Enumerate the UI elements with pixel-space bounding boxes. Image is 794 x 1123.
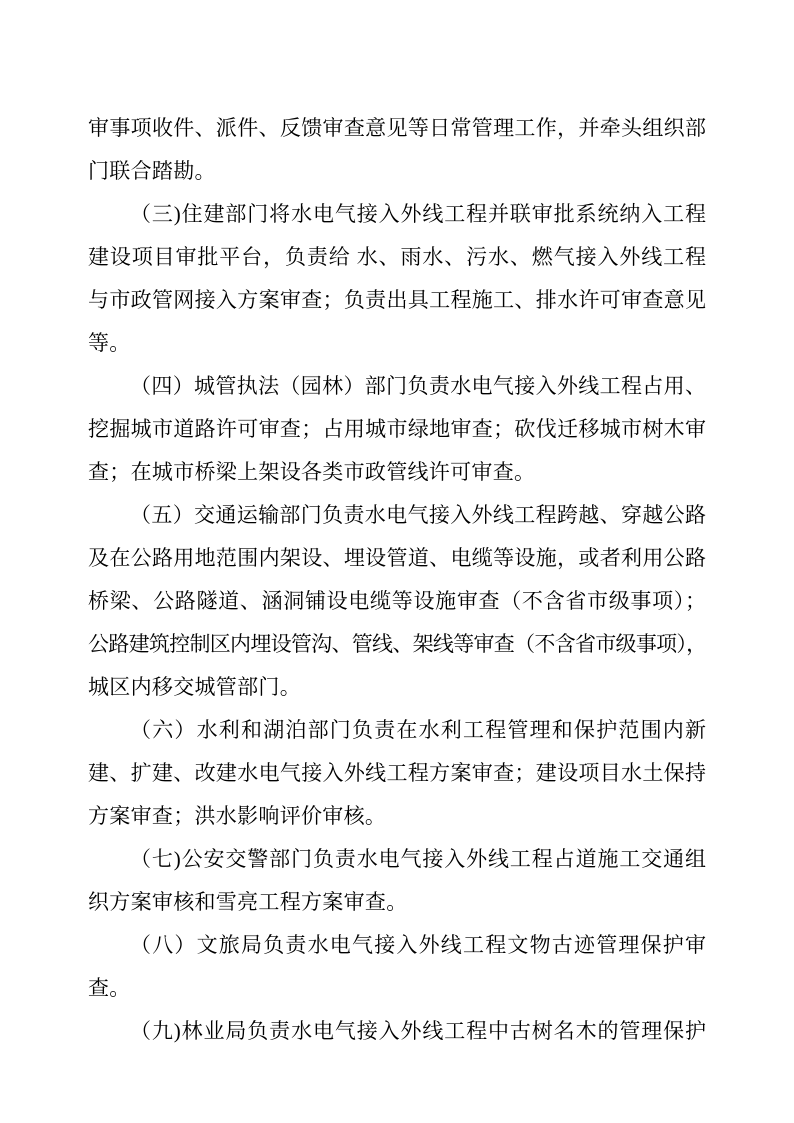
text-line: 及在公路用地范围内架设、埋设管道、电缆等设施，或者利用公路 xyxy=(88,546,706,570)
text-line-clause-8-start: （八）文旅局负责水电气接入外线工程文物古迹管理保护审 xyxy=(130,933,706,957)
text-line: 城区内移交城管部门。 xyxy=(88,675,301,699)
text-line: 查。 xyxy=(88,976,131,1000)
text-line: 与市政管网接入方案审查；负责出具工程施工、排水许可审查意见 xyxy=(88,288,706,312)
document-text-block xyxy=(88,107,706,1053)
text-line: 门联合踏勘。 xyxy=(88,159,216,183)
text-line-clause-9-start: （九)林业局负责水电气接入外线工程中古树名木的管理保护 xyxy=(130,1019,706,1043)
text-line-clause-6-start: （六）水利和湖泊部门负责在水利工程管理和保护范围内新 xyxy=(130,718,706,742)
text-line: 查；在城市桥梁上架设各类市政管线许可审查。 xyxy=(88,460,536,484)
text-line-clause-7-start: （七)公安交警部门负责水电气接入外线工程占道施工交通组 xyxy=(130,847,706,871)
text-line: 建、扩建、改建水电气接入外线工程方案审查；建设项目水土保持 xyxy=(88,761,706,785)
text-line-clause-3-start: （三)住建部门将水电气接入外线工程并联审批系统纳入工程 xyxy=(130,202,706,226)
text-line-clause-5-start: （五）交通运输部门负责水电气接入外线工程跨越、穿越公路 xyxy=(130,503,706,527)
text-line: 审事项收件、派件、反馈审查意见等日常管理工作，并牵头组织部 xyxy=(88,116,706,140)
text-line: 公路建筑控制区内埋设管沟、管线、架线等审查（不含省市级事项）， xyxy=(88,632,706,656)
text-line-clause-4-start: （四）城管执法（园林）部门负责水电气接入外线工程占用、 xyxy=(130,374,706,398)
text-line: 桥梁、公路隧道、涵洞铺设电缆等设施审查（不含省市级事项）； xyxy=(88,589,706,613)
text-line: 挖掘城市道路许可审查；占用城市绿地审查；砍伐迁移城市树木审 xyxy=(88,417,706,441)
text-line: 方案审查；洪水影响评价审核。 xyxy=(88,804,387,828)
text-line: 建设项目审批平台，负责给 水、雨水、污水、燃气接入外线工程 xyxy=(88,245,706,269)
text-line: 织方案审核和雪亮工程方案审查。 xyxy=(88,890,408,914)
text-line: 等。 xyxy=(88,331,131,355)
